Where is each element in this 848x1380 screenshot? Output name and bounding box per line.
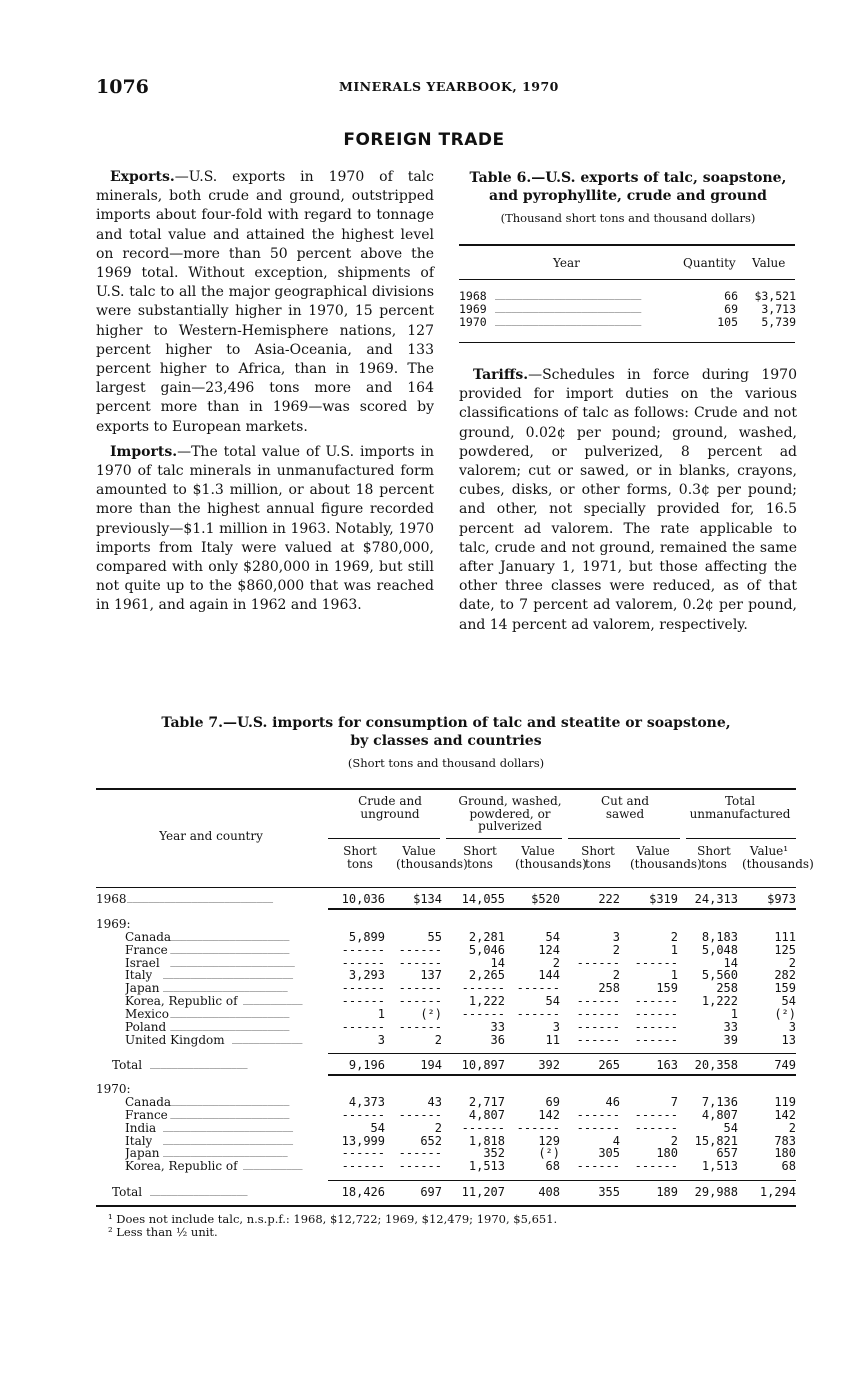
sub-short-cut: Short tons — [581, 844, 615, 871]
table6-row-quantity: 105 — [717, 315, 738, 329]
table7-cell: 258 — [598, 981, 620, 995]
table7-cell: 4,807 — [701, 1108, 738, 1122]
table7-row-leader: ___________ — [243, 1161, 303, 1171]
table7-cell: 10,897 — [461, 1058, 505, 1072]
sub-value-crude: Value (thousands) — [396, 844, 468, 871]
table7-cell: 392 — [538, 1058, 560, 1072]
table7-row-leader: ________________________ — [163, 970, 294, 980]
table7-cell: ------ — [398, 1159, 442, 1173]
left-column — [96, 168, 434, 622]
table7-cell: 2 — [434, 1121, 442, 1135]
table7-head-rule — [96, 887, 796, 888]
table6-row-year: 1968 — [459, 290, 487, 303]
table7-row-label: Israel — [125, 957, 160, 970]
table7-cell: 24,313 — [694, 892, 738, 906]
table7-cell: 163 — [656, 1058, 678, 1072]
table7-row-leader: ________________________ — [163, 1123, 294, 1133]
table7-cell: 2,265 — [468, 968, 505, 982]
tariffs-lead: Tariffs. — [473, 367, 529, 383]
table7-row-leader: ______________________ — [170, 932, 290, 942]
table7-cell: 355 — [598, 1185, 620, 1199]
group-total-rule — [686, 838, 796, 839]
table7-cell: 4,807 — [468, 1108, 505, 1122]
table7-cell: 2 — [670, 930, 678, 944]
table7-cell: 408 — [538, 1185, 560, 1199]
group-total: Total unmanufactured — [689, 794, 791, 821]
table7-cell: 3 — [377, 1033, 385, 1047]
table7-row-leader: ______________________ — [170, 1009, 290, 1019]
table6-bottom-rule — [459, 342, 795, 343]
table7-cell: 3 — [612, 930, 620, 944]
table7-cell: ------ — [516, 1007, 560, 1021]
sub-short-total: Short tons — [697, 844, 731, 871]
group-cut: Cut and sawed — [600, 794, 650, 821]
table7-cell: 2,281 — [468, 930, 505, 944]
table7-row-label: Korea, Republic of — [125, 995, 238, 1008]
table7-row-label: United Kingdom — [125, 1034, 225, 1047]
table7-cell: 46 — [605, 1095, 620, 1109]
table7-row-label: Japan — [125, 982, 160, 995]
table7-cell: 111 — [774, 930, 796, 944]
table7-cell: 8,183 — [701, 930, 738, 944]
table7-cell: 652 — [420, 1134, 442, 1148]
table7-cell: 142 — [774, 1108, 796, 1122]
exports-paragraph — [96, 168, 434, 437]
table7-cell: ------ — [341, 1146, 385, 1160]
table7-cell: 1,222 — [468, 994, 505, 1008]
table7-cell: 14 — [490, 956, 505, 970]
sub-value-total: Value¹ (thousands) — [742, 844, 814, 871]
table7-cell: 697 — [420, 1185, 442, 1199]
table7-cell: 5,048 — [701, 943, 738, 957]
table7-cell: ------ — [398, 994, 442, 1008]
total-rule — [328, 1053, 796, 1054]
table7-cell: 68 — [781, 1159, 796, 1173]
table7-row-label: France — [125, 1109, 168, 1122]
table7-cell: 2 — [552, 956, 560, 970]
table7-cell: ------ — [576, 1159, 620, 1173]
table7-cell: ------ — [341, 994, 385, 1008]
table7-cell: 2,717 — [468, 1095, 505, 1109]
table7-cell: 3,293 — [348, 968, 385, 982]
table7-cell: 2 — [670, 1134, 678, 1148]
table7-cell: 18,426 — [341, 1185, 385, 1199]
tariffs-paragraph — [459, 366, 797, 635]
table7-cell: ------ — [634, 994, 678, 1008]
group-crude: Crude and unground — [358, 794, 422, 821]
table7-row-label: Korea, Republic of — [125, 1160, 238, 1173]
table7-cell: ------ — [398, 956, 442, 970]
table7-cell: 2 — [612, 943, 620, 957]
table7-cell: ------ — [576, 1121, 620, 1135]
imports-paragraph — [96, 443, 434, 616]
table7-cell: 1 — [670, 968, 678, 982]
table7-row-leader: ______________________ — [170, 945, 290, 955]
table7-row-label: 1970: — [96, 1083, 131, 1096]
imports-lead: Imports. — [110, 443, 178, 460]
table7-cell: ------ — [576, 1007, 620, 1021]
table7-row-label: 1969: — [96, 918, 131, 931]
sub-short-ground: Short tons — [463, 844, 497, 871]
table7-cell: 13 — [781, 1033, 796, 1047]
table7-cell: ------ — [461, 1007, 505, 1021]
table7-cell: ------ — [576, 1033, 620, 1047]
footnote-2: ² Less than ½ unit. — [108, 1225, 218, 1239]
table7-total-label: Total — [112, 1059, 143, 1072]
table7-cell: 144 — [538, 968, 560, 982]
table7-cell: 282 — [774, 968, 796, 982]
table7-cell: $973 — [767, 892, 796, 906]
table6-title: Table 6.—U.S. exports of talc, soapstone, and pyrophyllite, crude and ground — [469, 170, 787, 204]
table6-col-year: Year — [553, 256, 580, 270]
table7-cell: ------ — [341, 1108, 385, 1122]
table7-row-label: Canada — [125, 1096, 172, 1109]
table7-cell: 5,560 — [701, 968, 738, 982]
running-head: MINERALS YEARBOOK, 1970 — [339, 79, 559, 94]
table7-cell: ------ — [461, 981, 505, 995]
table7-cell: 352 — [483, 1146, 505, 1160]
table7-cell: ------ — [634, 1121, 678, 1135]
table6-col-value: Value — [752, 256, 786, 270]
table7-cell: 305 — [598, 1146, 620, 1160]
table7-cell: 749 — [774, 1058, 796, 1072]
table7-cell: 189 — [656, 1185, 678, 1199]
table7-cell: (²) — [774, 1007, 796, 1021]
table7-cell: ------ — [634, 1033, 678, 1047]
table7-cell: 265 — [598, 1058, 620, 1072]
table7-cell: 1,513 — [468, 1159, 505, 1173]
table7-row-leader: ______________________ — [170, 1022, 290, 1032]
table7-row-leader: __________________ — [150, 1060, 248, 1070]
table7-cell: 119 — [774, 1095, 796, 1109]
table6-row-quantity: 69 — [724, 302, 738, 316]
table7-cell: 36 — [490, 1033, 505, 1047]
table6-row-value: 5,739 — [761, 315, 796, 329]
table6-head-rule — [459, 279, 795, 280]
table7-cell: 7,136 — [701, 1095, 738, 1109]
table7-cell: $319 — [649, 892, 678, 906]
table7-row-label: 1968 — [96, 893, 127, 906]
table7-cell: 1 — [730, 1007, 738, 1021]
table7-cell: 9,196 — [348, 1058, 385, 1072]
table7-cell: ------ — [634, 1020, 678, 1034]
table7-row-leader: _______________________ — [163, 983, 288, 993]
table7-cell: 124 — [538, 943, 560, 957]
table7-cell: ------ — [398, 1146, 442, 1160]
table7-cell: 194 — [420, 1058, 442, 1072]
table7-cell: 222 — [598, 892, 620, 906]
table7-cell: (²) — [420, 1007, 442, 1021]
table7-total-label: Total — [112, 1186, 143, 1199]
table7-cell: 137 — [420, 968, 442, 982]
table7-row-label: Poland — [125, 1021, 167, 1034]
table6-row-leader: ___________________________ — [495, 317, 642, 327]
table7-row-label: France — [125, 944, 168, 957]
table7-cell: ------ — [516, 1121, 560, 1135]
table7-cell: 54 — [545, 930, 560, 944]
table6-col-quantity: Quantity — [683, 256, 736, 270]
group-cut-rule — [568, 838, 680, 839]
table7-title-line2: by classes and countries — [350, 733, 542, 749]
table7-cell: 1,818 — [468, 1134, 505, 1148]
table7-cell: 68 — [545, 1159, 560, 1173]
table7-cell: 3 — [552, 1020, 560, 1034]
table7-cell: 4 — [612, 1134, 620, 1148]
table7-cell: ------ — [634, 1108, 678, 1122]
table7-cell: ------ — [461, 1121, 505, 1135]
table7-cell: ------ — [341, 956, 385, 970]
table7-cell: 11 — [545, 1033, 560, 1047]
table7-cell: 55 — [427, 930, 442, 944]
table7-cell: ------ — [341, 943, 385, 957]
table7-cell: 33 — [490, 1020, 505, 1034]
table7-row-leader: ______________________ — [170, 1097, 290, 1107]
table7-cell: 5,046 — [468, 943, 505, 957]
table7-cell: (²) — [538, 1146, 560, 1160]
table7-row-label: Italy — [125, 969, 153, 982]
table7-cell: 14,055 — [461, 892, 505, 906]
table7-row-leader: ___________________________ — [126, 894, 274, 904]
table7-bottom-rule — [96, 1205, 796, 1207]
table7-row-leader: _______________________ — [163, 1148, 288, 1158]
table7-cell: ------ — [634, 1007, 678, 1021]
table7-cell: 54 — [370, 1121, 385, 1135]
table7-row-leader: ________________________ — [163, 1136, 294, 1146]
table7-units: (Short tons and thousand dollars) — [347, 756, 545, 770]
table7-cell: 1 — [377, 1007, 385, 1021]
table7-cell: 69 — [545, 1095, 560, 1109]
page-number: 1076 — [96, 76, 149, 98]
sub-value-ground: Value (thousands) — [515, 844, 587, 871]
table7-cell: ------ — [398, 1020, 442, 1034]
table7-cell: 3 — [788, 1020, 796, 1034]
table7-cell: 783 — [774, 1134, 796, 1148]
table7-cell: ------ — [634, 1159, 678, 1173]
table7-cell: 39 — [723, 1033, 738, 1047]
table6-units: (Thousand short tons and thousand dollars) — [500, 211, 756, 225]
table7-cell: 1,222 — [701, 994, 738, 1008]
table7-cell: ------ — [516, 981, 560, 995]
table7-cell: ------ — [576, 1108, 620, 1122]
table7-title-line1: Table 7.—U.S. imports for consumption of talc and steatite or soapstone, — [161, 715, 731, 731]
sub-value-cut: Value (thousands) — [630, 844, 702, 871]
table7-cell: ------ — [398, 1108, 442, 1122]
table7-title — [96, 714, 796, 750]
table7-cell: 2 — [788, 1121, 796, 1135]
table7-stub-header: Year and country — [159, 829, 263, 843]
table7-row-leader: _______________________ — [170, 958, 295, 968]
tariffs-text: —Schedules in force during 1970 provided for import duties on the various classifications of talc as follows: Crude and not ground, 0.02¢ per pound; ground, washed, powdered, or pulverized, 8 percent ad valorem; cut or sawed, or in blanks, crayons, cubes, disks, or other forms, 0.3¢ per pound; and other, not specially provided for, 16.5 percent ad valorem. The rate applicable to talc, crude and not ground, remained the same after January 1, 1971, but those affecting the other three classes were reduced, as of that date, to 7 percent ad valorem, 0.2¢ per pound, and 14 percent ad valorem, respectively. — [459, 367, 797, 633]
table7-top-rule — [96, 788, 796, 790]
table6-row-leader: ___________________________ — [495, 304, 642, 314]
total-rule — [328, 1180, 796, 1181]
table7-cell: 159 — [774, 981, 796, 995]
table7-cell: ------ — [398, 981, 442, 995]
row-1968-rule — [328, 908, 796, 910]
table6-row-year: 1970 — [459, 316, 487, 329]
table7-cell: ------ — [576, 994, 620, 1008]
table7-cell: 142 — [538, 1108, 560, 1122]
table7-cell: 7 — [670, 1095, 678, 1109]
table7-cell: 1 — [670, 943, 678, 957]
table7-cell: 1,294 — [759, 1185, 796, 1199]
table7-cell: 15,821 — [694, 1134, 738, 1148]
table7-cell: 43 — [427, 1095, 442, 1109]
table7-cell: 54 — [781, 994, 796, 1008]
table7-row-leader: ___________ — [243, 996, 303, 1006]
table7-cell: ------ — [398, 943, 442, 957]
table7-cell: 258 — [716, 981, 738, 995]
table7-row-label: Mexico — [125, 1008, 169, 1021]
table7-row-leader: __________________ — [150, 1187, 248, 1197]
table6-row-leader: ___________________________ — [495, 291, 642, 301]
table7-row-label: Italy — [125, 1135, 153, 1148]
table7-cell: 29,988 — [694, 1185, 738, 1199]
table6-row-value: $3,521 — [754, 289, 796, 303]
group-ground-rule — [446, 838, 562, 839]
table7-cell: $134 — [413, 892, 442, 906]
table7-cell: ------ — [576, 956, 620, 970]
group-ground: Ground, washed, powdered, or pulverized — [458, 794, 562, 833]
table7-cell: 2 — [612, 968, 620, 982]
footnote-1: ¹ Does not include talc, n.s.p.f.: 1968, $12,722; 1969, $12,479; 1970, $5,651. — [108, 1212, 558, 1226]
table7-cell: 129 — [538, 1134, 560, 1148]
sub-short-crude: Short tons — [343, 844, 377, 871]
imports-text: —The total value of U.S. imports in 1970 of talc minerals in unmanufactured form amounted to $1.3 million, or about 18 percent more than the highest annual figure recorded previously—$1.1 million in 1963. Notably, 1970 imports from Italy were valued at $780,000, compared with only $280,000 in 1969, but still not quite up to the $860,000 that was reached in 1961, and again in 1962 and 1963. — [96, 443, 434, 614]
table6-top-rule — [459, 244, 795, 246]
table6-row-year: 1969 — [459, 303, 487, 316]
table7-cell: 20,358 — [694, 1058, 738, 1072]
table7-cell: 657 — [716, 1146, 738, 1160]
table7-cell: $520 — [531, 892, 560, 906]
table7-cell: ------ — [341, 981, 385, 995]
table7-cell: 5,899 — [348, 930, 385, 944]
table7-cell: 2 — [434, 1033, 442, 1047]
table7-cell: ------ — [634, 956, 678, 970]
table7-cell: 14 — [723, 956, 738, 970]
table7-cell: 54 — [723, 1121, 738, 1135]
table7-cell: 13,999 — [341, 1134, 385, 1148]
exports-lead: Exports. — [110, 169, 175, 185]
table7-row-leader: ______________________ — [170, 1110, 290, 1120]
table7-cell: 180 — [774, 1146, 796, 1160]
table7-cell: 33 — [723, 1020, 738, 1034]
table6-row-value: 3,713 — [761, 302, 796, 316]
right-column — [459, 366, 797, 641]
table7-cell: 54 — [545, 994, 560, 1008]
table7-cell: 1,513 — [701, 1159, 738, 1173]
table7-cell: 125 — [774, 943, 796, 957]
table7-cell: ------ — [341, 1020, 385, 1034]
table7-cell: ------ — [576, 1020, 620, 1034]
table7-row-label: Canada — [125, 931, 172, 944]
section-heading: FOREIGN TRADE — [343, 130, 505, 150]
group-crude-rule — [328, 838, 440, 839]
table7-cell: 2 — [788, 956, 796, 970]
table7-cell: 159 — [656, 981, 678, 995]
table7-row-leader: _____________ — [232, 1035, 303, 1045]
table7-cell: 4,373 — [348, 1095, 385, 1109]
table7-cell: 10,036 — [341, 892, 385, 906]
total-double-rule — [328, 1074, 796, 1076]
table7-row-label: India — [125, 1122, 157, 1135]
table7-row-label: Japan — [125, 1147, 160, 1160]
table6-row-quantity: 66 — [724, 289, 738, 303]
table7-cell: 180 — [656, 1146, 678, 1160]
table7-cell: 11,207 — [461, 1185, 505, 1199]
exports-text: —U.S. exports in 1970 of talc minerals, both crude and ground, outstripped imports about four-fold with regard to tonnage and total value and attained the highest level on record—more than 50 percent above the 1969 total. Without exception, shipments of U.S. talc to all the major geographical divisions were substantially higher in 1970, 15 percent higher to Western-Hemisphere nations, 127 percent higher to Asia-Oceania, and 133 percent higher to Africa, than in 1969. The largest gain—23,496 tons more and 164 percent more than in 1969—was scored by exports to European markets. — [96, 169, 434, 435]
table7-cell: ------ — [341, 1159, 385, 1173]
